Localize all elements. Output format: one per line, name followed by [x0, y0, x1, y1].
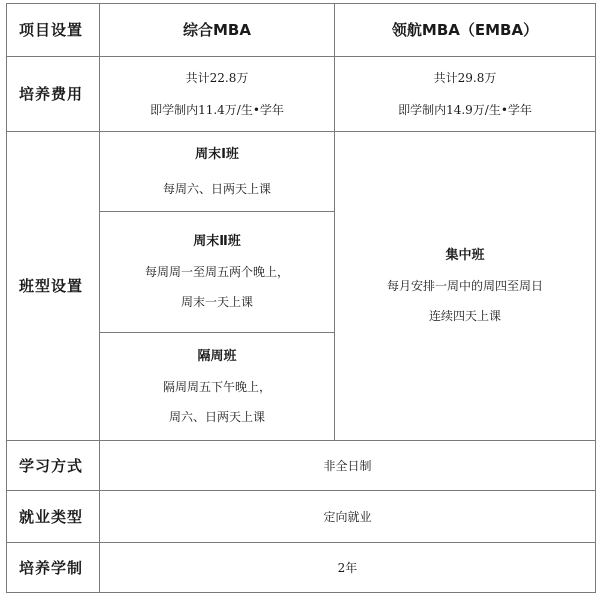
weekend-class-2-cell — [100, 212, 335, 333]
program-duration-value: 2年 — [100, 543, 596, 593]
employment-type-value: 定向就业 — [100, 491, 596, 543]
fees-total: 共计29.8万 — [433, 71, 497, 85]
alternate-week-class-cell — [100, 333, 335, 441]
study-mode-label: 学习方式 — [7, 441, 100, 491]
item-settings-header: 项目设置 — [7, 4, 100, 57]
weekend-class-1-cell — [100, 132, 335, 212]
alternate-week-class-schedule-2: 周六、日两天上课 — [168, 409, 265, 424]
program-duration-label: 培养学制 — [7, 543, 100, 593]
class-settings-label: 班型设置 — [7, 132, 100, 441]
mba-program-table — [6, 3, 596, 593]
study-mode-value: 非全日制 — [100, 441, 596, 491]
fees-per-year: 即学制内14.9万/生•学年 — [398, 103, 532, 117]
fees-row — [7, 57, 596, 132]
weekend-class-1-schedule: 每周六、日两天上课 — [162, 181, 271, 196]
weekend-class-1-title: 周末Ⅰ班 — [195, 146, 239, 162]
weekend-class-2-schedule: 每周周一至周五两个晚上， — [144, 265, 289, 279]
pilot-mba-fees — [335, 57, 596, 132]
class-row-weekend1 — [7, 132, 596, 212]
duration-row — [7, 543, 596, 593]
fees-label: 培养费用 — [7, 57, 100, 132]
weekend-class-2-title: 周末Ⅱ班 — [193, 234, 241, 249]
employment-type-label: 就业类型 — [7, 491, 100, 543]
alternate-week-class-title: 隔周班 — [197, 348, 237, 364]
alternate-week-class-schedule: 隔周周五下午晚上， — [162, 379, 271, 394]
comprehensive-mba-header: 综合MBA — [100, 4, 335, 57]
comprehensive-mba-fees — [100, 57, 335, 132]
intensive-class-cell — [335, 132, 596, 441]
intensive-class-schedule-2: 连续四天上课 — [428, 309, 501, 323]
fees-per-year: 即学制内11.4万/生•学年 — [150, 103, 284, 117]
employment-row — [7, 491, 596, 543]
pilot-mba-emba-header: 领航MBA（EMBA） — [335, 4, 596, 57]
intensive-class-schedule: 每月安排一周中的周四至周日 — [386, 279, 543, 293]
study-mode-row — [7, 441, 596, 491]
fees-total: 共计22.8万 — [185, 71, 249, 85]
header-row — [7, 4, 596, 57]
weekend-class-2-schedule-2: 周末一天上课 — [180, 295, 253, 309]
intensive-class-title: 集中班 — [445, 248, 485, 263]
